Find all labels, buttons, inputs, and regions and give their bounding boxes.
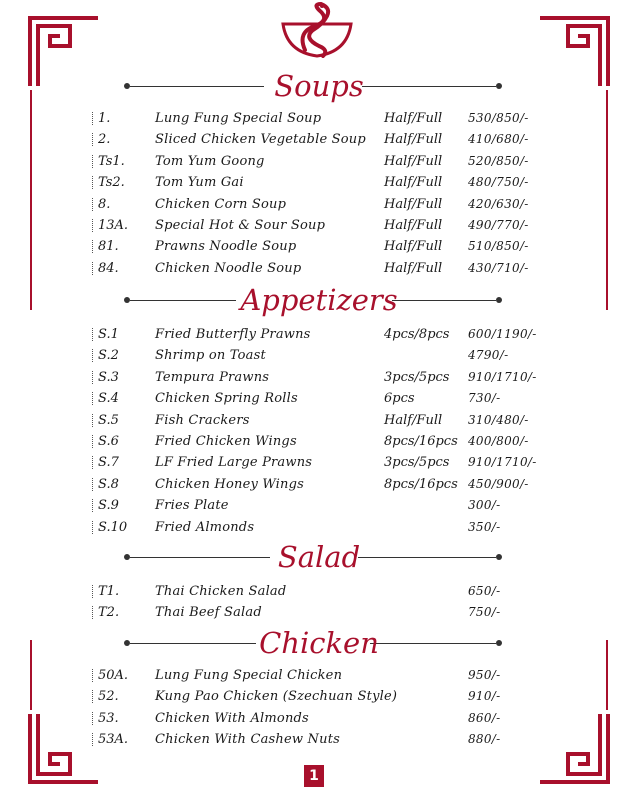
menu-item-code: T2. xyxy=(98,602,119,623)
menu-item-name: Chicken Honey Wings xyxy=(155,476,304,492)
menu-item-name: Lung Fung Special Soup xyxy=(155,111,322,126)
menu-item-code: 81. xyxy=(98,236,119,257)
menu-item-size: Half/Full xyxy=(384,153,443,169)
menu-item-price: 310/480/- xyxy=(468,412,529,427)
menu-item-name: Chicken Corn Soup xyxy=(155,196,287,212)
menu-item-price: 600/1190/- xyxy=(468,327,537,341)
menu-item-price: 910/- xyxy=(468,689,501,704)
menu-item xyxy=(0,194,638,215)
menu-item-name: Fried Almonds xyxy=(155,519,255,535)
menu-item-price: 480/750/- xyxy=(468,175,529,190)
section-title: Soups xyxy=(274,69,364,103)
menu-item-price: 910/1710/- xyxy=(468,455,537,470)
menu-item-name: Tempura Prawns xyxy=(155,369,270,385)
section-header xyxy=(0,66,638,106)
menu-item xyxy=(0,410,638,431)
menu-item xyxy=(0,602,638,623)
menu-item-code: 8. xyxy=(98,194,110,215)
menu-item-size: 6pcs xyxy=(384,391,415,407)
section-title: Chicken xyxy=(259,626,379,660)
menu-item-code: 2. xyxy=(98,129,110,150)
menu-item-code: S.4 xyxy=(98,388,119,409)
menu-item-code: 50A. xyxy=(98,665,128,686)
menu-item xyxy=(0,581,638,602)
menu-item-price: 4790/- xyxy=(468,348,509,363)
menu-item-name: Thai Chicken Salad xyxy=(155,584,287,599)
menu-item-name: Shrimp on Toast xyxy=(155,348,266,364)
menu-item-name: LF Fried Large Prawns xyxy=(155,455,313,471)
menu-item-code: 84. xyxy=(98,258,119,279)
menu-item xyxy=(0,258,638,279)
menu-item-code: 53. xyxy=(98,708,119,729)
menu-item-price: 490/770/- xyxy=(468,217,529,232)
menu-item-price: 510/850/- xyxy=(468,239,529,254)
menu-item-size: 3pcs/5pcs xyxy=(384,369,450,385)
page-number: 1 xyxy=(304,765,324,787)
section-header xyxy=(0,537,638,577)
menu-item-code: S.10 xyxy=(98,517,127,538)
menu-item xyxy=(0,324,638,345)
menu-item-code: S.7 xyxy=(98,452,119,473)
menu-item-size: 3pcs/5pcs xyxy=(384,455,450,471)
menu-item xyxy=(0,517,638,538)
menu-item-name: Thai Beef Salad xyxy=(155,605,262,621)
section-header xyxy=(0,280,638,320)
menu-item-price: 520/850/- xyxy=(468,153,529,168)
menu-item-size: Half/Full xyxy=(384,412,443,428)
menu-item xyxy=(0,172,638,193)
menu-item-name: Chicken Spring Rolls xyxy=(155,391,298,407)
menu-item-code: 1. xyxy=(98,108,110,129)
menu-item-size: Half/Full xyxy=(384,175,443,191)
section-title: Appetizers xyxy=(240,283,398,317)
menu-item-name: Chicken With Cashew Nuts xyxy=(155,732,340,748)
menu-item-price: 730/- xyxy=(468,391,501,406)
menu-item xyxy=(0,129,638,150)
menu-item-size: Half/Full xyxy=(384,132,443,148)
menu-item-name: Tom Yum Gai xyxy=(155,175,244,191)
menu-item-price: 880/- xyxy=(468,732,501,747)
menu-item-price: 950/- xyxy=(468,668,501,682)
section-title: Salad xyxy=(277,540,361,574)
menu-item-name: Chicken With Almonds xyxy=(155,710,309,726)
menu-item-size: 4pcs/8pcs xyxy=(384,327,450,342)
menu-item-name: Kung Pao Chicken (Szechuan Style) xyxy=(155,689,398,705)
menu-item-code: S.5 xyxy=(98,410,119,431)
menu-item xyxy=(0,452,638,473)
section-header xyxy=(0,623,638,663)
menu-item xyxy=(0,729,638,750)
dragon-bowl-icon xyxy=(275,2,359,58)
menu-item xyxy=(0,665,638,686)
menu-item-code: S.9 xyxy=(98,495,119,516)
menu-item xyxy=(0,367,638,388)
menu-item-price: 400/800/- xyxy=(468,433,529,448)
menu-item xyxy=(0,708,638,729)
menu-item-name: Prawns Noodle Soup xyxy=(155,239,297,255)
menu-item-name: Lung Fung Special Chicken xyxy=(155,668,343,683)
menu-item-name: Sliced Chicken Vegetable Soup xyxy=(155,132,366,148)
menu-item-name: Chicken Noodle Soup xyxy=(155,260,302,276)
menu-item-size: 8pcs/16pcs xyxy=(384,433,458,449)
section-chicken xyxy=(0,623,638,751)
menu-item-name: Fish Crackers xyxy=(155,412,250,428)
menu-item-size: Half/Full xyxy=(384,217,443,233)
menu-item-price: 410/680/- xyxy=(468,132,529,147)
menu-item-code: 13A. xyxy=(98,215,128,236)
menu-item-code: 53A. xyxy=(98,729,128,750)
menu-item-size: 8pcs/16pcs xyxy=(384,476,458,492)
menu-item xyxy=(0,215,638,236)
menu-item xyxy=(0,151,638,172)
menu-item xyxy=(0,108,638,129)
menu-item xyxy=(0,345,638,366)
menu-item-price: 860/- xyxy=(468,710,501,725)
menu-item xyxy=(0,495,638,516)
menu-item-price: 420/630/- xyxy=(468,196,529,211)
menu-item xyxy=(0,474,638,495)
menu-item-code: S.6 xyxy=(98,431,119,452)
menu-item-price: 650/- xyxy=(468,584,501,598)
menu-item-code: S.8 xyxy=(98,474,119,495)
menu-item xyxy=(0,388,638,409)
menu-item-price: 300/- xyxy=(468,498,501,513)
menu-item-price: 450/900/- xyxy=(468,476,529,491)
section-salad xyxy=(0,537,638,624)
menu-item-name: Special Hot & Sour Soup xyxy=(155,217,326,233)
menu-item xyxy=(0,236,638,257)
menu-item-name: Fried Butterfly Prawns xyxy=(155,327,311,342)
menu-item-size: Half/Full xyxy=(384,239,443,255)
menu-item-size: Half/Full xyxy=(384,260,443,276)
menu-item-code: S.2 xyxy=(98,345,119,366)
menu-item-name: Fried Chicken Wings xyxy=(155,433,297,449)
menu-item-code: 52. xyxy=(98,686,119,707)
menu-item-code: Ts2. xyxy=(98,172,125,193)
menu-item-name: Fries Plate xyxy=(155,498,229,514)
menu-item-price: 910/1710/- xyxy=(468,369,537,384)
menu-item-price: 350/- xyxy=(468,519,501,534)
menu-item-code: S.1 xyxy=(98,324,119,345)
section-appetizers xyxy=(0,280,638,538)
menu-item-price: 430/710/- xyxy=(468,260,529,275)
menu-item-price: 530/850/- xyxy=(468,111,529,125)
menu-item-price: 750/- xyxy=(468,605,501,620)
menu-item-code: S.3 xyxy=(98,367,119,388)
menu-item-code: T1. xyxy=(98,581,119,602)
section-soups xyxy=(0,66,638,279)
menu-item-code: Ts1. xyxy=(98,151,125,172)
menu-item xyxy=(0,686,638,707)
menu-item-name: Tom Yum Goong xyxy=(155,153,265,169)
menu-item-size: Half/Full xyxy=(384,111,443,126)
menu-item-size: Half/Full xyxy=(384,196,443,212)
menu-item xyxy=(0,431,638,452)
